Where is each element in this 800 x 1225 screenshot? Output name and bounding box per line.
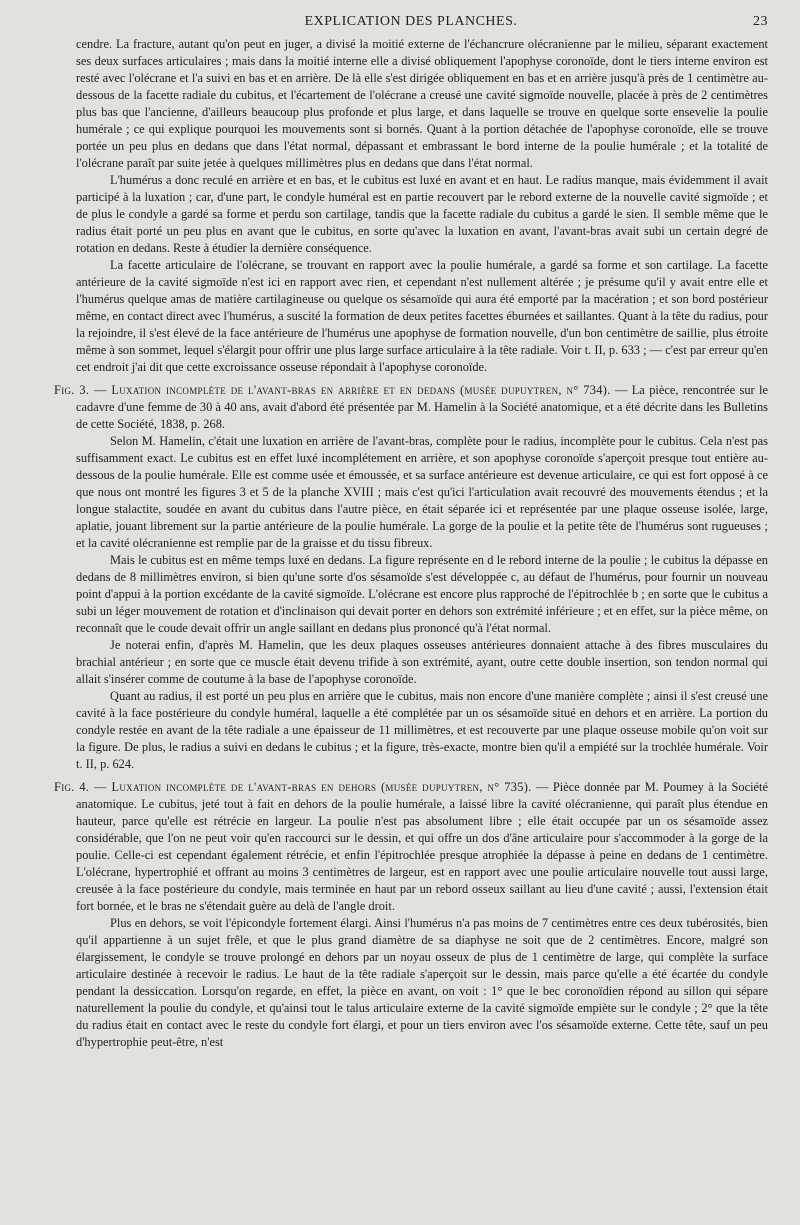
page-header [54,12,768,36]
paragraph-continued: cendre. La fracture, autant qu'on peut en juger, a divisé la moitié externe de l'échancrure olécranienne par le milieu, séparant exactement ses deux surfaces articulaires ; mais dans la moitié interne elle a divisé obliquement l'apophyse coronoïde, dont le tiers interne environ est resté avec l'olécrane et l'a suivi en bas et en arrière. De là elle s'est dirigée obliquement en bas et en arrière jusqu'à près de 1 centimètre au-dessous de la facette radiale du cubitus, et l'écartement de l'olécrane a creusé une cavité sigmoïde nouvelle, placée à près de 2 centimètres plus bas que l'ancienne, d'ailleurs beaucoup plus profonde et plus large, et dans laquelle se trouve en quelque sorte ensevelie la poulie humérale ; ce qui explique pourquoi les mouvements sont si bornés. Quant à la portion détachée de l'apophyse coronoïde, elle se trouve portée un peu plus en dedans que dans l'état normal, dépassant et embrassant le bord interne de la poulie humérale ; et la totalité de l'olécrane paraît par suite jetée à quelques millimètres plus en dedans que dans l'état normal. [76,37,768,170]
paragraph: Je noterai enfin, d'après M. Hamelin, que les deux plaques osseuses antérieures donnaient attache à des fibres musculaires du brachial antérieur ; en sorte que ce muscle était devenu trifide à son extrémité, ayant, outre cette double insertion, son tendon normal qui allait s'insérer comme de coutume à la base de l'apophyse coronoïde. [76,638,768,686]
page-number: 23 [753,14,768,29]
paragraph: Quant au radius, il est porté un peu plus en arrière que le cubitus, mais non encore d'une manière complète ; ainsi il s'est creusé une cavité à la face postérieure du condyle huméral, laquelle a été complétée par un os sésamoïde situé en dehors et en arrière. La portion du condyle restée en avant de la tête radiale a une épaisseur de 11 millimètres, et est recouverte par une plaque osseuse mobile qu'on voit sur la figure. De plus, le radius a suivi en dedans le cubitus ; et la figure, très-exacte, montre bien qu'il a empiété sur la trochlée humérale. Voir t. II, p. 624. [76,689,768,771]
figure-3-entry [54,382,768,433]
running-title: EXPLICATION DES PLANCHES. [304,14,518,29]
figure-3-heading: Fig. 3. — Luxation incomplète de l'avant-bras en arrière et en dedans (musée dupuytren, n° 734). [54,383,611,397]
figure-4-heading: Fig. 4. — Luxation incomplète de l'avant-bras en dehors (musée dupuytren, n° 735). [54,780,532,794]
paragraph: L'humérus a donc reculé en arrière et en bas, et le cubitus est luxé en avant et en haut. Le radius manque, mais évidemment il avait participé à la luxation ; car, d'une part, le condyle huméral est en partie recouvert par le rebord externe de la nouvelle cavité sigmoïde ; et de plus le condyle a gardé sa forme et perdu son cartilage, tandis que la facette radiale du cubitus a gardé le sien. Il semble même que le radius était porté un peu plus en avant que le cubitus, en sorte qu'avec la luxation en avant, l'avant-bras avait subi un certain degré de rotation en dedans. Reste à étudier la dernière conséquence. [76,173,768,255]
paragraph: Selon M. Hamelin, c'était une luxation en arrière de l'avant-bras, complète pour le radius, incomplète pour le cubitus. Cela n'est pas suffisamment exact. Le cubitus est en effet luxé incomplétement en arrière, et son apophyse coronoïde s'aperçoit presque tout entière au-dessous de la poulie humérale. Elle est comme usée et émoussée, et sa surface antérieure est devenue articulaire, ce qui est fort opposé à ce que nous ont montré les figures 3 et 5 de la planche XVIII ; mais c'est qu'ici l'articulation avait recouvré des mouvements étendus ; et la longue stalactite, soudée en avant du cubitus dans l'autre pièce, en était séparée ici et représentée par une plaque osseuse isolée, large, aplatie, jouant librement sur la partie antérieure de la poulie humérale. La gorge de la poulie et la petite tête de l'humérus sont rugueuses ; et la cavité olécranienne est remplie par de la graisse et du tissu fibreux. [76,434,768,550]
continuation-block [54,36,768,376]
figure-4-entry [54,779,768,915]
paragraph: Plus en dehors, se voit l'épicondyle fortement élargi. Ainsi l'humérus n'a pas moins de 7 centimètres entre ces deux tubérosités, bien qu'il appartienne à un sujet frêle, et que le plus grand diamètre de sa diaphyse ne soit que de 2 centimètres. Encore, malgré son élargissement, le condyle se trouve prolongé en dehors par un noyau osseux de plus de 1 centimètre de large, qui complète la surface articulaire destinée à recevoir le radius. Le haut de la tête radiale s'aperçoit sur le dessin, mais parce qu'elle a été écartée du condyle pendant la dessiccation. Lorsqu'on regarde, en effet, la pièce en avant, on voit : 1° que le bec coronoïdien répond au sillon qui sépare naturellement la poulie du condyle, et qu'ainsi tout le talus articulaire externe de la cavité sigmoïde empiète sur le condyle ; 2° que la tête du radius était en contact avec le reste du condyle fort élargi, et pour un tiers environ avec l'os sésamoïde externe. Cette tête, sauf un peu d'hypertrophie peut-être, n'est [76,916,768,1049]
figure-3-text: — La pièce, rencontrée sur le cadavre d'une femme de 30 à 40 ans, avait d'abord été présentée par M. Hamelin à la Société anatomique, et a été décrite dans les Bulletins de cette Société, 1838, p. 268. [76,383,768,431]
paragraph: Mais le cubitus est en même temps luxé en dedans. La figure représente en d le rebord interne de la poulie ; le cubitus la dépasse en dedans de 8 millimètres environ, si bien qu'une sorte d'os sésamoïde s'est développée c, au défaut de l'humérus, pour fournir un nouveau point d'appui à la portion excédante de la cavité sigmoïde. L'olécrane est encore plus rapproché de l'épitrochlée b ; en sorte que le cubitus a subi un léger mouvement de rotation et d'inclinaison qui devait porter en dehors son extrémité inférieure ; et en effet, sur la pièce même, on reconnaît que le coude devait offrir un angle saillant en dedans plus prononcé qu'à l'état normal. [76,553,768,635]
figure-4-text: — Pièce donnée par M. Poumey à la Société anatomique. Le cubitus, jeté tout à fait en dehors de la poulie humérale, a laissé libre la cavité olécranienne, qui paraît plus étendue en hauteur, parce qu'elle est rétrécie en largeur. La poulie n'est pas absolument libre ; elle était occupée par un os sésamoïde assez considérable, que l'on ne peut voir qu'en raccourci sur le dessin, et qui offre un dos d'âne articulaire pour s'accommoder à la gorge de la poulie. Celle-ci est cependant également rétrécie, et enfin l'épitrochlée presque atrophiée la dépasse à peine en dedans de 1 centimètre. L'olécrane, hypertrophié et offrant au moins 3 centimètres de largeur, est en rapport avec une poulie articulaire nouvelle tout aussi large, creusée à la face postérieure du condyle, mais terminée en haut par un rebord osseux saillant au lieu d'une cavité ; aussi, l'extension était fort bornée, et le bras ne s'étendait guère au delà de l'angle droit. [76,780,768,913]
figure-4-block [54,915,768,1051]
paragraph: La facette articulaire de l'olécrane, se trouvant en rapport avec la poulie humérale, a gardé sa forme et son cartilage. La facette antérieure de la cavité sigmoïde n'est ici en rapport avec rien, et cependant n'est nullement altérée ; je présume qu'il y avait entre elle et l'humérus quelque amas de matière cartilagineuse ou quelque os sésamoïde qui aura été emporté par la macération ; et son bord postérieur même, en contact direct avec l'humérus, a suscité la formation de deux petites facettes éburnées et saillantes. Quant à la tête du radius, pour la rejoindre, il s'est élevé de la face antérieure de l'humérus une apophyse de formation nouvelle, d'un bon centimètre de saillie, plus étroite même à son sommet, lequel s'élargit pour offrir une plus large surface articulaire à la tête radiale. Voir t. II, p. 633 ; — c'est par erreur qu'en cet endroit j'ai dit que cette excroissance osseuse répondait à l'apophyse coronoïde. [76,258,768,374]
page-body [54,36,768,1051]
figure-3-block [54,433,768,773]
